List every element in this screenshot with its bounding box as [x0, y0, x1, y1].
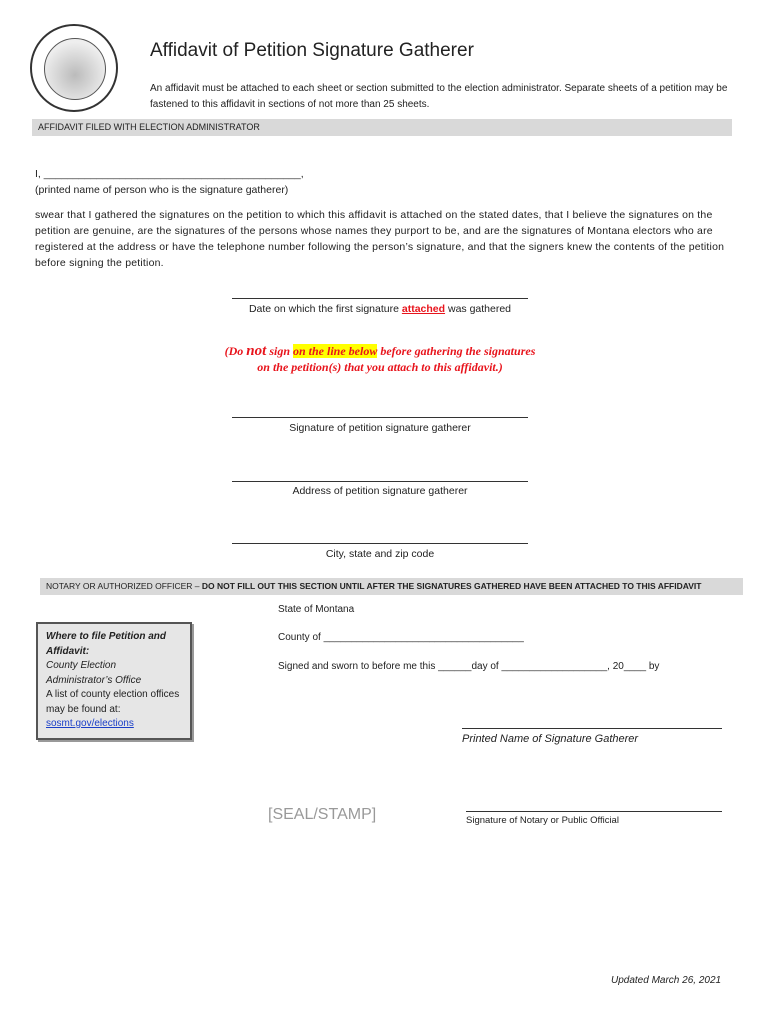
oath-text: swear that I gathered the signatures on the petition to which this affidavit is attached on the stated dates, that I believe the signatures on the petition are genuine, are the signatures of the persons whose names they purport to be, and are the signatures of Montana electors who are registered at the address or have the telephone number following the person’s signature, and that the signers knew the contents of the petition before signing the petition. — [35, 209, 725, 269]
section-bar-affidavit: AFFIDAVIT FILED WITH ELECTION ADMINISTRATOR — [32, 119, 732, 136]
attached-emphasis: attached — [401, 303, 446, 315]
signature-line[interactable] — [232, 417, 528, 418]
address-caption: Address of petition signature gatherer — [292, 485, 468, 497]
printed-name-caption: Printed Name of Signature Gatherer — [462, 733, 639, 745]
city-caption: City, state and zip code — [325, 548, 435, 560]
intro-text: An affidavit must be attached to each sheet or section submitted to the election administrator. Separate sheets of a petition may be fastened to this affidavit in sections of not more than 25 sheets. — [150, 83, 728, 110]
filebox-text: A list of county election offices may be found at: — [46, 689, 180, 715]
seal-stamp-placeholder: [SEAL/STAMP] — [268, 806, 377, 823]
warning-highlight: on the line below — [293, 344, 378, 358]
printed-name-line[interactable] — [462, 728, 722, 729]
notary-bar-warning: DO NOT FILL OUT THIS SECTION UNTIL AFTER THE SIGNATURES GATHERED HAVE BEEN ATTACHED TO THIS AFFIDAVIT — [201, 581, 702, 591]
warning-not: not — [246, 343, 267, 359]
county-field[interactable]: County of ____________________________________ — [278, 632, 524, 643]
notary-signature-line[interactable] — [466, 811, 722, 812]
sworn-field[interactable]: Signed and sworn to before me this ______day of ___________________, 20____ by — [278, 661, 660, 672]
warning-part: sign — [266, 344, 293, 358]
notary-bar-label: NOTARY OR AUTHORIZED OFFICER – — [46, 581, 202, 591]
filebox-heading: Where to file Petition and Affidavit: — [46, 631, 167, 657]
date-caption-text-end: was gathered — [445, 303, 512, 315]
date-caption-text: Date on which the first signature — [248, 303, 402, 315]
elections-link[interactable]: sosmt.gov/elections — [46, 718, 134, 729]
warning-text — [160, 343, 600, 375]
date-line[interactable] — [232, 298, 528, 299]
name-line[interactable]: I, ____________________________________________, — [35, 168, 304, 180]
signature-caption: Signature of petition signature gatherer — [289, 422, 471, 434]
warning-part: (Do — [224, 344, 247, 358]
warning-part: on the petition(s) that you attach to this affidavit.) — [257, 360, 503, 374]
filing-info-box — [36, 622, 192, 740]
city-line[interactable] — [232, 543, 528, 544]
notary-signature-caption: Signature of Notary or Public Official — [466, 815, 619, 826]
updated-date: Updated March 26, 2021 — [611, 975, 722, 986]
page-title: Affidavit of Petition Signature Gatherer — [150, 40, 474, 61]
filebox-office: County Election Administrator’s Office — [46, 660, 142, 686]
montana-state-seal — [30, 24, 118, 112]
section-bar-notary — [40, 578, 743, 595]
date-caption — [232, 303, 528, 315]
name-caption: (printed name of person who is the signature gatherer) — [35, 184, 289, 196]
state-text: State of Montana — [278, 604, 355, 615]
warning-part: before gathering the signatures — [377, 344, 536, 358]
address-line[interactable] — [232, 481, 528, 482]
